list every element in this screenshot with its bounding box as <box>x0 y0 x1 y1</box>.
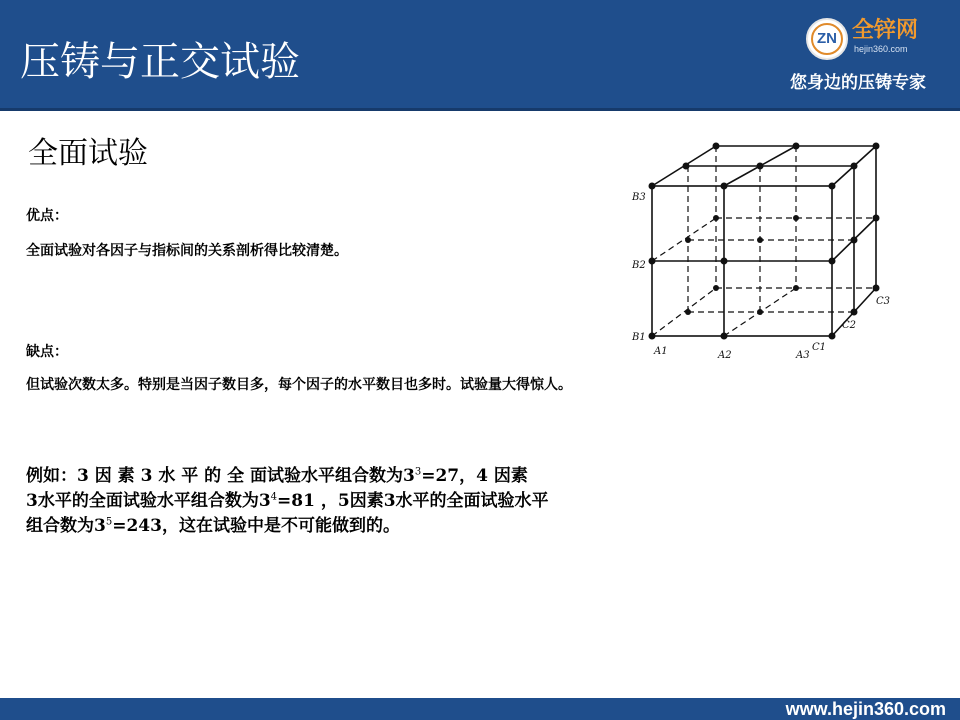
label-c2: C2 <box>842 320 857 331</box>
logo-url: hejin360.com <box>854 44 908 54</box>
factorial-cube-diagram <box>620 128 900 368</box>
logo-name: 全锌网 <box>852 18 919 43</box>
label-c3: C3 <box>876 296 891 307</box>
header-divider <box>0 108 960 111</box>
label-c1: C1 <box>812 342 827 353</box>
cons-text: 但试验次数太多。特别是当因子数目多，每个因子的水平数目也多时。试验量大得惊人。 <box>26 377 572 393</box>
cons-label: 缺点： <box>26 344 68 360</box>
label-a3: A3 <box>796 350 810 361</box>
pros-label: 优点： <box>26 208 68 224</box>
page-title: 压铸与正交试验 <box>20 39 300 85</box>
pros-text: 全面试验对各因子与指标间的关系剖析得比较清楚。 <box>26 243 348 259</box>
label-b3: B3 <box>632 192 646 203</box>
label-a2: A2 <box>718 350 732 361</box>
label-a1: A1 <box>654 346 668 357</box>
example-paragraph <box>26 464 666 539</box>
example-line-2: 3水平的全面试验水平组合数为$3^4=81$ ，5因素3水平的全面试验水平 <box>26 491 549 511</box>
example-line-1: 例如：3 因 素 3 水 平 的 全 面试验水平组合数为$3^3=27$，4 因素 <box>26 466 528 486</box>
label-b1: B1 <box>632 332 646 343</box>
slogan: 您身边的压铸专家 <box>790 73 926 93</box>
footer-bar <box>0 698 960 720</box>
logo-mark: ZN <box>817 30 837 47</box>
logo-icon <box>806 18 848 60</box>
example-line-3: 组合数为$3^5=243$，这在试验中是不可能做到的。 <box>26 516 400 536</box>
footer-url[interactable]: www.hejin360.com <box>785 699 946 719</box>
label-b2: B2 <box>632 260 646 271</box>
section-title: 全面试验 <box>28 136 148 171</box>
